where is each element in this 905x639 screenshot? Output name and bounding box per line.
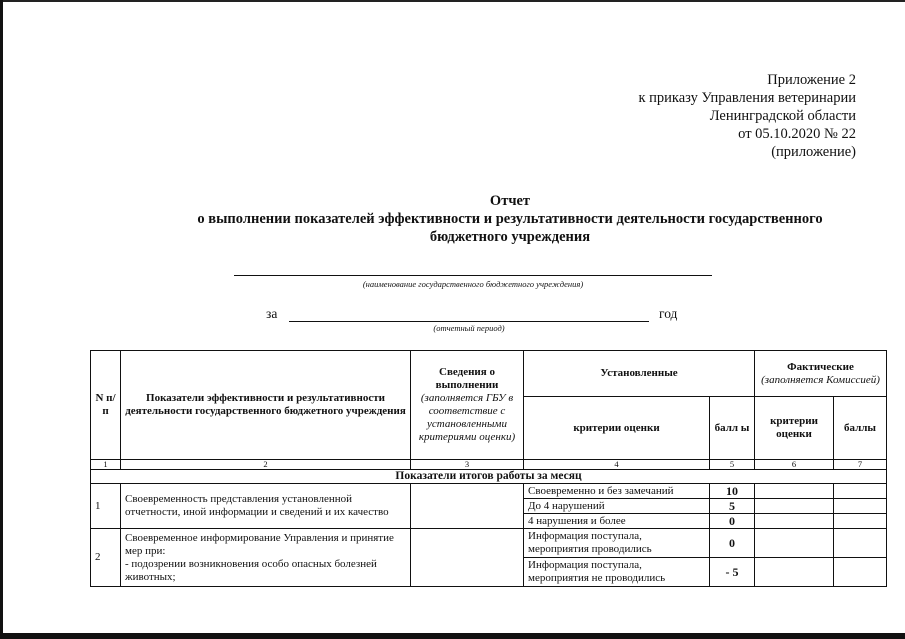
title-line-3: бюджетного учреждения xyxy=(429,229,591,245)
actual-points-cell[interactable] xyxy=(834,529,887,558)
actual-points-cell[interactable] xyxy=(834,499,887,514)
column-index: 2 xyxy=(121,460,411,470)
criterion-points: - 5 xyxy=(710,558,755,587)
appendix-note: (приложение) xyxy=(771,144,856,160)
row-number: 2 xyxy=(91,529,121,587)
criterion-points: 10 xyxy=(710,484,755,499)
criterion-points: 0 xyxy=(710,529,755,558)
column-index-row xyxy=(91,460,887,470)
scan-left-edge xyxy=(0,0,3,639)
indicator-text: Своевременное информирование Управления и принятие мер при: xyxy=(125,531,394,557)
info-cell[interactable] xyxy=(411,529,524,587)
period-prefix: за xyxy=(266,306,278,321)
header-actual-title: Фактические xyxy=(787,360,854,373)
header-info-title: Сведения о выполнении xyxy=(435,366,499,391)
appendix-header xyxy=(638,71,856,161)
title-line-1: Отчет xyxy=(489,193,531,209)
scan-bottom-edge xyxy=(0,633,905,639)
criterion-points: 0 xyxy=(710,514,755,529)
column-index: 4 xyxy=(524,460,710,470)
appendix-number: Приложение 2 xyxy=(767,72,856,88)
column-index: 7 xyxy=(834,460,887,470)
column-index: 6 xyxy=(755,460,834,470)
header-established: Установленные xyxy=(524,351,755,397)
header-info-note: (заполняется ГБУ в соответствие с установленными критериями оценки) xyxy=(418,392,516,443)
actual-criteria-cell[interactable] xyxy=(755,558,834,587)
report-title xyxy=(130,192,890,246)
org-name-blank-line[interactable] xyxy=(234,275,712,276)
header-num: N п/п xyxy=(91,351,121,460)
scan-top-edge xyxy=(0,0,905,2)
org-name-caption: (наименование государственного бюджетного учреждения) xyxy=(362,279,584,289)
table-row xyxy=(91,529,887,558)
actual-criteria-cell[interactable] xyxy=(755,514,834,529)
criterion-text: 4 нарушения и более xyxy=(524,514,710,529)
header-row-1 xyxy=(91,351,887,397)
criterion-text: Своевременно и без замечаний xyxy=(524,484,710,499)
indicator-cell xyxy=(121,529,411,587)
period-caption: (отчетный период) xyxy=(433,323,505,333)
appendix-date: от 05.10.2020 № 22 xyxy=(738,126,856,142)
header-indicators: Показатели эффективности и результативности деятельности государственного бюджетного учреждения xyxy=(121,351,411,460)
header-criteria: критерии оценки xyxy=(524,397,710,460)
header-actual-note: (заполняется Комиссией) xyxy=(761,373,880,386)
report-table xyxy=(90,350,887,587)
column-index: 1 xyxy=(91,460,121,470)
criterion-text: Информация поступала, мероприятия проводились xyxy=(524,529,710,558)
criterion-points: 5 xyxy=(710,499,755,514)
actual-points-cell[interactable] xyxy=(834,558,887,587)
appendix-region: Ленинградской области xyxy=(709,108,856,124)
column-index: 5 xyxy=(710,460,755,470)
header-actual xyxy=(755,351,887,397)
column-index: 3 xyxy=(411,460,524,470)
criterion-text: Информация поступала, мероприятия не проводились xyxy=(524,558,710,587)
header-actual-points: баллы xyxy=(834,397,887,460)
appendix-order-ref: к приказу Управления ветеринарии xyxy=(638,90,856,106)
actual-points-cell[interactable] xyxy=(834,484,887,499)
period-blank-line[interactable] xyxy=(289,321,649,322)
indicator-text: Своевременность представления установленной отчетности, иной информации и сведений и их качество xyxy=(121,484,411,529)
actual-points-cell[interactable] xyxy=(834,514,887,529)
header-actual-criteria: критерии оценки xyxy=(755,397,834,460)
title-line-2: о выполнении показателей эффективности и результативности деятельности государственного xyxy=(197,211,823,227)
actual-criteria-cell[interactable] xyxy=(755,484,834,499)
header-points: балл ы xyxy=(710,397,755,460)
indicator-subitem: - подозрении возникновения особо опасных болезней животных; xyxy=(125,557,377,583)
section-title: Показатели итогов работы за месяц xyxy=(91,470,887,484)
table-row xyxy=(91,484,887,499)
criterion-text: До 4 нарушений xyxy=(524,499,710,514)
actual-criteria-cell[interactable] xyxy=(755,499,834,514)
header-info xyxy=(411,351,524,460)
row-number: 1 xyxy=(91,484,121,529)
actual-criteria-cell[interactable] xyxy=(755,529,834,558)
info-cell[interactable] xyxy=(411,484,524,529)
period-suffix: год xyxy=(659,306,678,321)
section-row xyxy=(91,470,887,484)
